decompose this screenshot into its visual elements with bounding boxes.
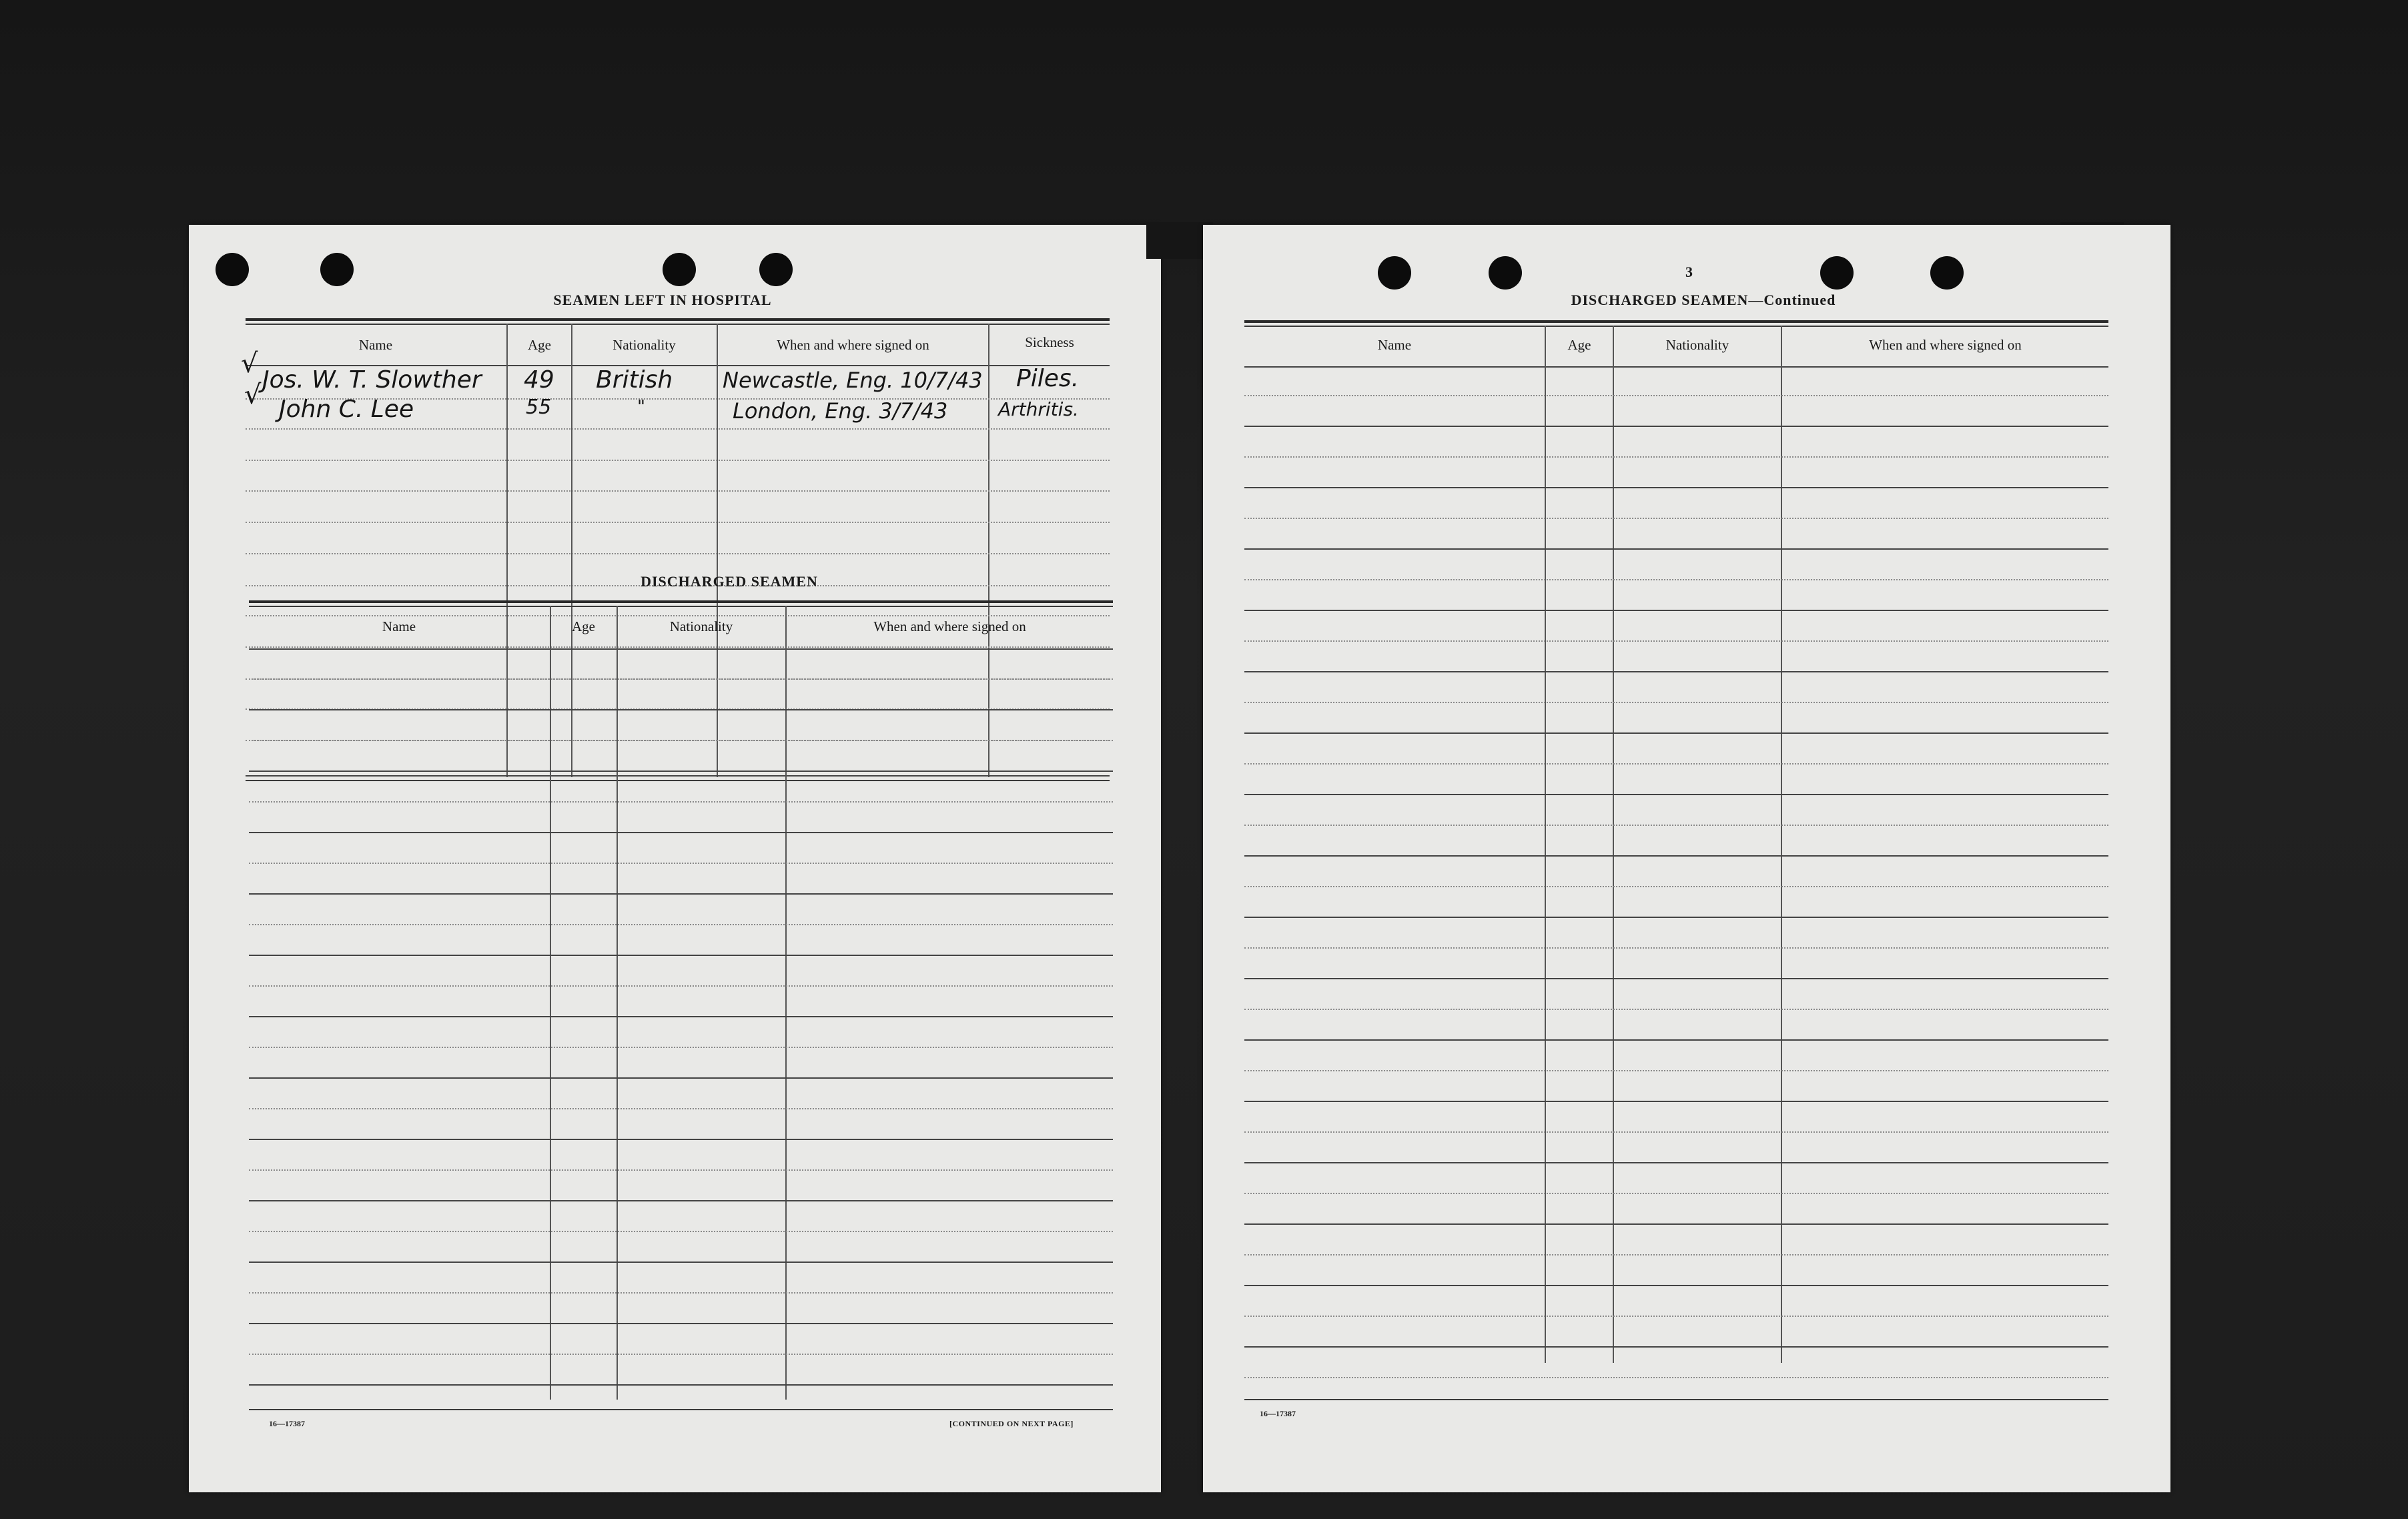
row-line	[1244, 1070, 2108, 1071]
row-line	[1244, 1316, 2108, 1317]
row-line	[246, 646, 1110, 648]
row-line	[1244, 1131, 2108, 1133]
row-line	[1244, 886, 2108, 887]
row-line	[249, 1384, 1113, 1386]
col-name-header: Name	[358, 337, 393, 353]
col-age-header: Age	[528, 337, 551, 353]
hospital-row-1-signed-on: Newcastle, Eng. 10/7/43	[723, 368, 983, 393]
row-line	[1244, 1254, 2108, 1255]
row-line	[1244, 426, 2108, 427]
check-mark: √	[241, 348, 258, 379]
hospital-table-top-rule-2	[246, 324, 1110, 325]
col-divider	[1781, 326, 1782, 1363]
row-line	[249, 955, 1113, 956]
hospital-row-1-name: Jos. W. T. Slowther	[262, 366, 482, 394]
punch-hole	[1378, 256, 1411, 290]
row-line	[1244, 732, 2108, 734]
row-line	[249, 709, 1113, 710]
col-divider	[785, 606, 787, 1400]
col-divider	[617, 606, 618, 1400]
form-number: 16—17387	[269, 1419, 305, 1428]
discharged-table-bottom-rule	[249, 1409, 1113, 1410]
row-line	[246, 522, 1110, 523]
row-line	[1244, 947, 2108, 949]
row-line	[249, 1200, 1113, 1201]
check-mark: √	[244, 380, 262, 410]
right-col-name-header: Name	[1377, 337, 1412, 353]
col-divider	[550, 606, 551, 1400]
row-line	[249, 1261, 1113, 1263]
discharged-col-signed-on-header: When and where signed on	[873, 618, 1026, 634]
row-line	[1244, 671, 2108, 672]
row-line	[1244, 855, 2108, 857]
row-line	[1244, 548, 2108, 550]
form-number: 16—17387	[1260, 1409, 1296, 1418]
row-line	[246, 615, 1110, 616]
hospital-section-title: SEAMEN LEFT IN HOSPITAL	[553, 292, 772, 308]
page-number: 3	[1685, 264, 1693, 280]
row-line	[249, 771, 1113, 772]
row-line	[1244, 825, 2108, 826]
row-line	[1244, 1285, 2108, 1286]
row-line	[249, 1292, 1113, 1294]
row-line	[1244, 640, 2108, 642]
row-line	[249, 832, 1113, 833]
hospital-row-2-nationality: "	[637, 397, 645, 417]
row-line	[1244, 1223, 2108, 1225]
row-line	[249, 678, 1113, 680]
row-line	[249, 1231, 1113, 1232]
discharged-col-name-header: Name	[382, 618, 416, 634]
right-page	[1203, 225, 2170, 1492]
right-header-rule	[1244, 366, 2108, 368]
row-line	[1244, 1101, 2108, 1102]
row-line	[1244, 579, 2108, 580]
row-line	[1244, 794, 2108, 795]
row-line	[1244, 1162, 2108, 1163]
row-line	[249, 924, 1113, 925]
row-line	[249, 893, 1113, 895]
discharged-col-age-header: Age	[572, 618, 595, 634]
row-line	[249, 740, 1113, 741]
row-line	[246, 428, 1110, 430]
hospital-table-bottom-rule	[246, 775, 1110, 777]
row-line	[249, 1108, 1113, 1109]
row-line	[1244, 1039, 2108, 1041]
right-section-title: DISCHARGED SEAMEN—Continued	[1571, 292, 1836, 308]
col-divider	[1613, 326, 1614, 1363]
row-line	[1244, 518, 2108, 519]
hospital-row-1-sickness: Piles.	[1016, 365, 1080, 392]
punch-hole	[1489, 256, 1522, 290]
hospital-row-1-nationality: British	[596, 366, 673, 394]
hospital-row-1-age: 49	[524, 366, 554, 394]
row-line	[249, 1169, 1113, 1171]
col-sickness-header: Sickness	[1025, 334, 1074, 350]
continued-note: [CONTINUED ON NEXT PAGE]	[949, 1419, 1074, 1428]
col-nationality-header: Nationality	[613, 337, 676, 353]
hospital-row-2-name: John C. Lee	[279, 396, 414, 423]
row-line	[246, 490, 1110, 492]
row-line	[1244, 395, 2108, 396]
right-table-top-rule	[1244, 320, 2108, 323]
col-divider	[1545, 326, 1546, 1363]
punch-hole	[216, 253, 249, 286]
discharged-table-top-rule	[249, 600, 1113, 603]
discharged-table-top-rule-2	[249, 606, 1113, 607]
punch-hole	[320, 253, 354, 286]
row-line	[249, 1016, 1113, 1017]
row-line	[246, 553, 1110, 554]
row-line	[249, 801, 1113, 803]
col-signed-on-header: When and where signed on	[777, 337, 929, 353]
row-line	[1244, 763, 2108, 765]
row-line	[1244, 610, 2108, 611]
punch-hole	[759, 253, 793, 286]
row-line	[1244, 702, 2108, 703]
hospital-row-2-sickness: Arthritis.	[998, 398, 1079, 420]
hospital-table-top-rule	[246, 318, 1110, 321]
row-line	[249, 1323, 1113, 1324]
right-col-signed-on-header: When and where signed on	[1869, 337, 2022, 353]
punch-hole	[1820, 256, 1854, 290]
right-table-bottom-rule	[1244, 1399, 2108, 1400]
left-page	[189, 225, 1161, 1492]
hospital-row-2-signed-on: London, Eng. 3/7/43	[733, 398, 948, 424]
row-line	[1244, 1009, 2108, 1010]
discharged-col-nationality-header: Nationality	[669, 618, 733, 634]
punch-hole	[1930, 256, 1964, 290]
row-line	[1244, 1193, 2108, 1194]
right-table-top-rule-2	[1244, 326, 2108, 327]
hospital-row-2-age: 55	[526, 396, 552, 419]
row-line	[249, 1077, 1113, 1079]
hospital-table-bottom-rule-2	[246, 780, 1110, 781]
row-line	[1244, 456, 2108, 458]
right-col-age-header: Age	[1567, 337, 1591, 353]
punch-hole	[663, 253, 696, 286]
row-line	[1244, 1377, 2108, 1378]
row-line	[1244, 487, 2108, 488]
row-line	[1244, 917, 2108, 918]
discharged-header-rule	[249, 648, 1113, 650]
row-line	[249, 863, 1113, 864]
row-line	[1244, 978, 2108, 979]
discharged-section-title: DISCHARGED SEAMEN	[641, 573, 818, 590]
row-line	[246, 460, 1110, 461]
row-line	[249, 1354, 1113, 1355]
right-col-nationality-header: Nationality	[1665, 337, 1729, 353]
row-line	[249, 1047, 1113, 1048]
row-line	[249, 1139, 1113, 1140]
row-line	[249, 985, 1113, 987]
row-line	[1244, 1346, 2108, 1348]
